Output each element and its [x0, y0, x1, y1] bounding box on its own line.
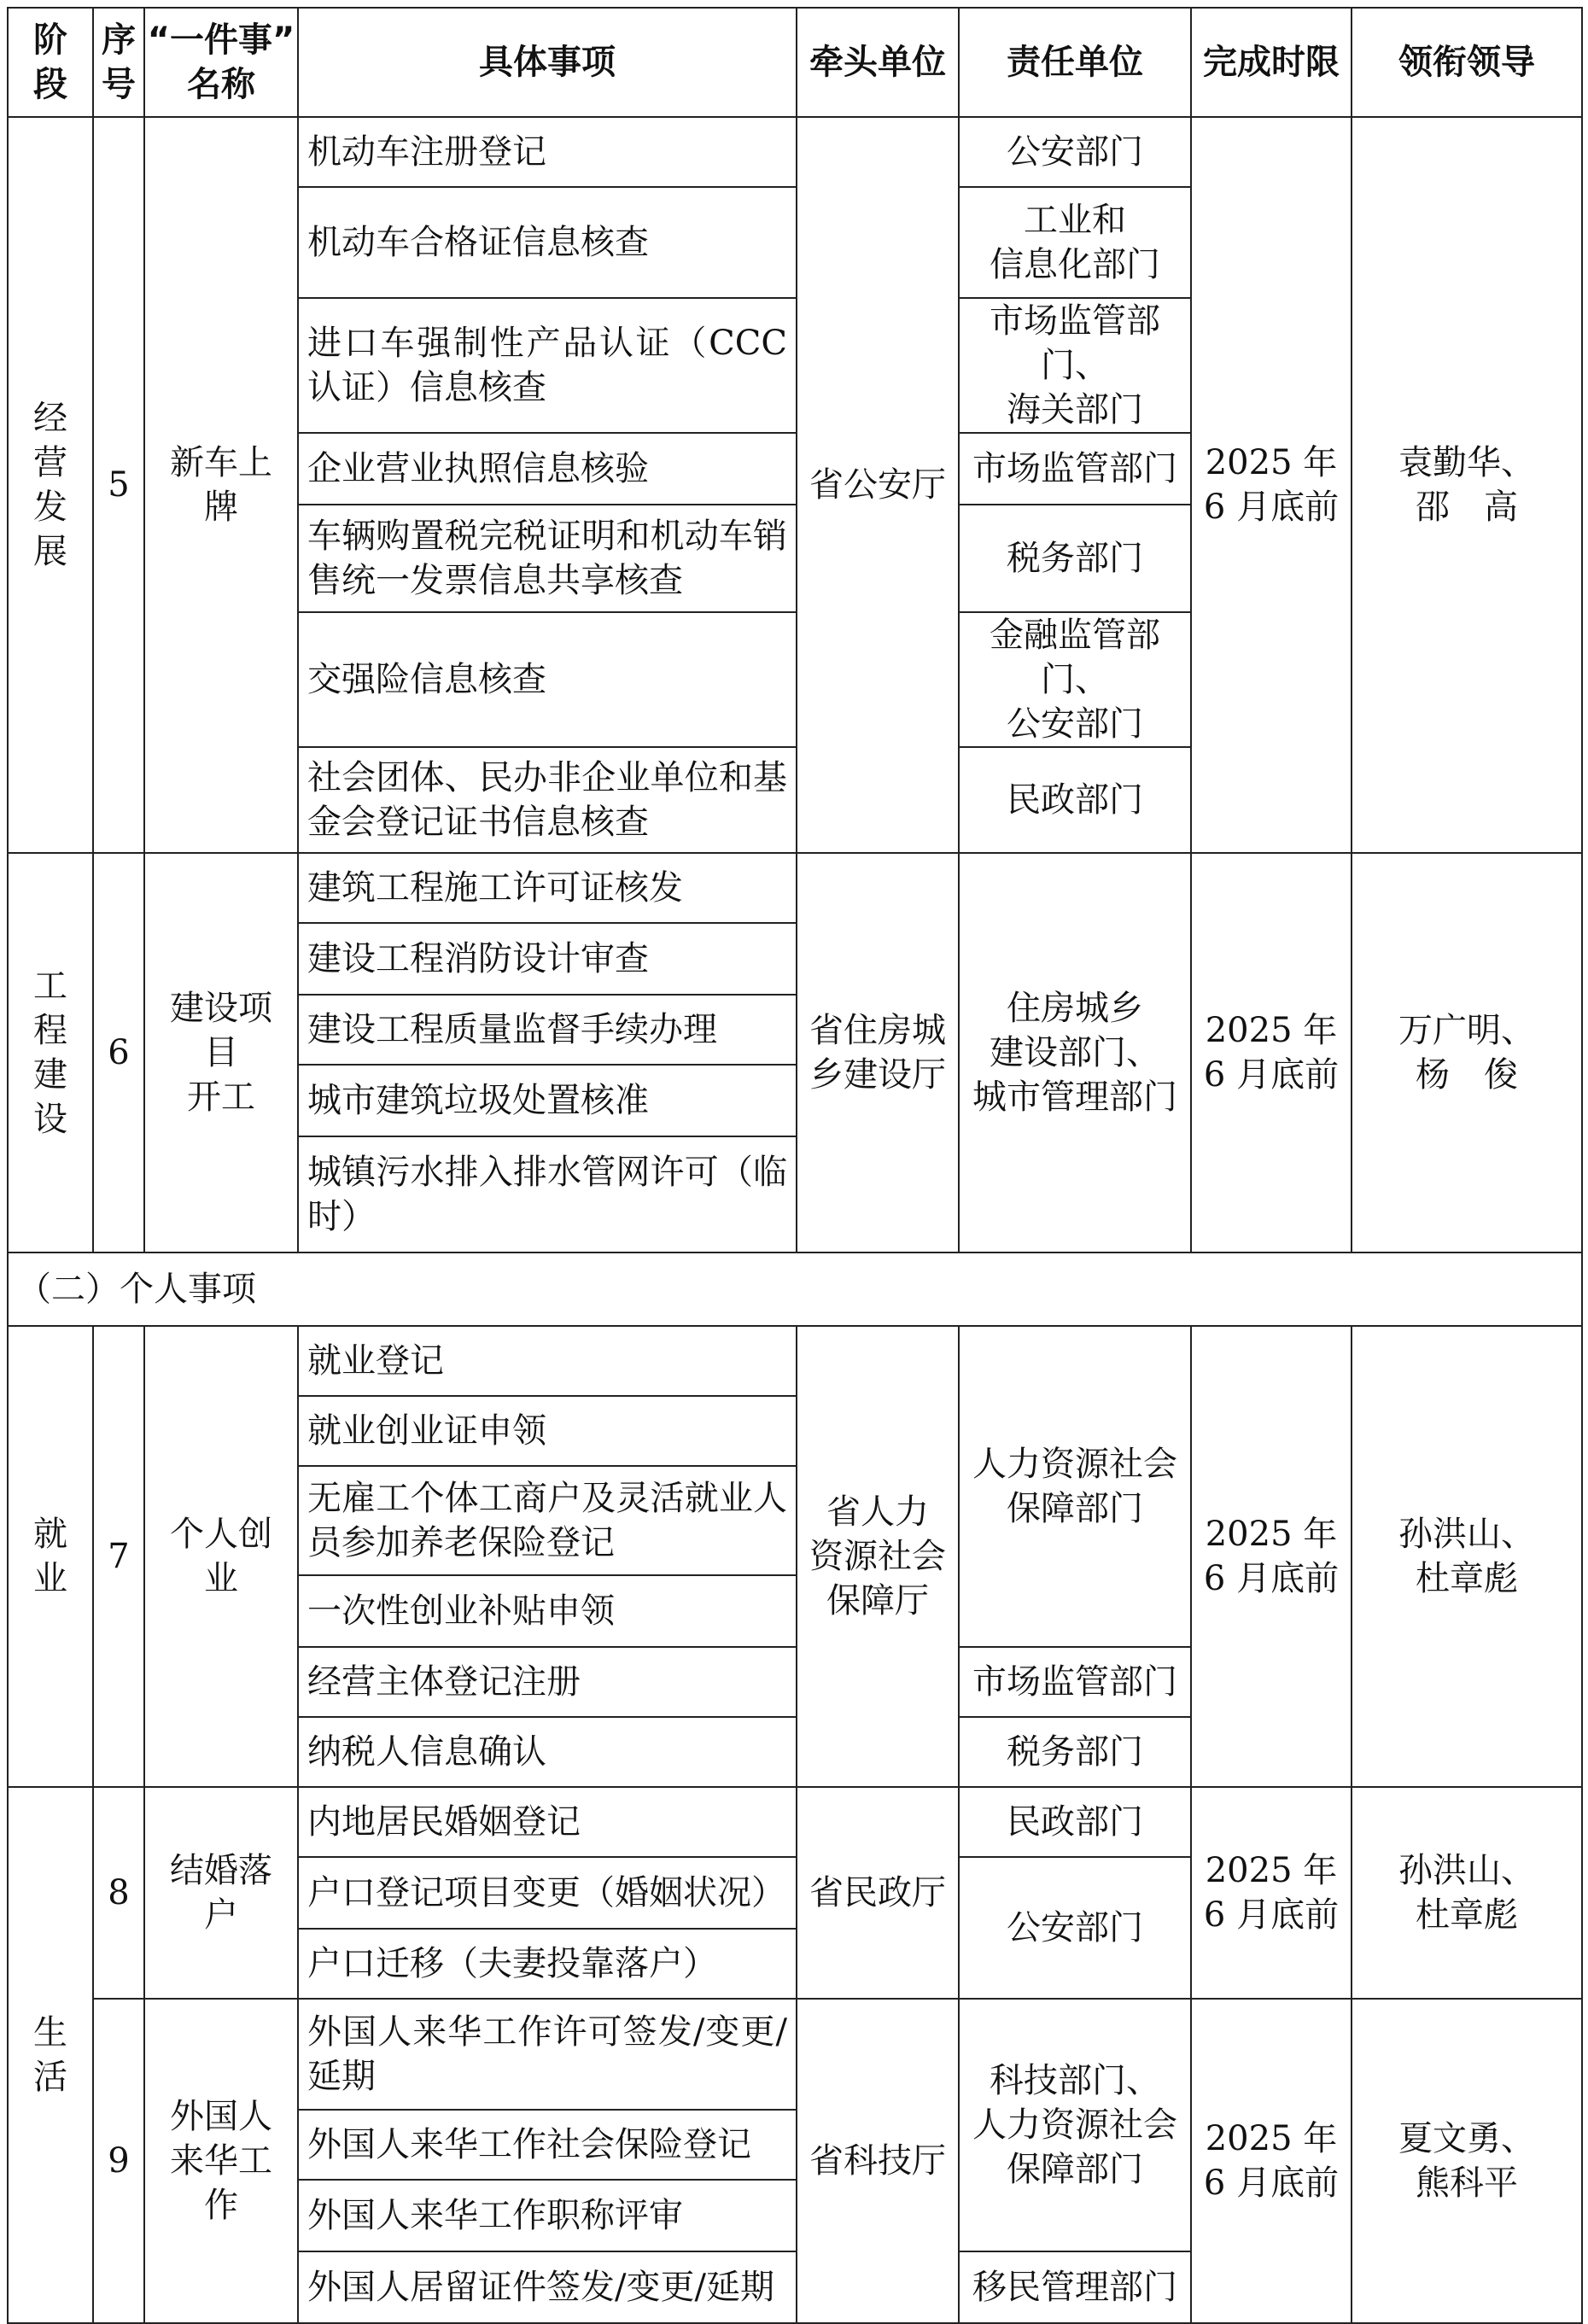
seq-cell: 9 [93, 1999, 144, 2323]
item-cell: 城镇污水排入排水管网许可（临时） [298, 1136, 797, 1253]
resp-unit-cell: 公安部门 [959, 117, 1191, 187]
name-cell: 个人创业 [144, 1326, 298, 1787]
item-cell: 建设工程消防设计审查 [298, 923, 797, 995]
header-seq: 序 号 [93, 8, 144, 117]
seq-cell: 6 [93, 853, 144, 1253]
section-title: （二）个人事项 [8, 1253, 1582, 1326]
item-cell: 就业登记 [298, 1326, 797, 1396]
header-name: “一件事” 名称 [144, 8, 298, 117]
deadline-cell: 2025 年 6 月底前 [1191, 1999, 1352, 2323]
stage-cell: 生活 [8, 1787, 93, 2323]
item-cell: 城市建筑垃圾处置核准 [298, 1065, 797, 1136]
resp-unit-cell: 科技部门、 人力资源社会 保障部门 [959, 1999, 1191, 2251]
item-cell: 进口车强制性产品认证（CCC认证）信息核查 [298, 298, 797, 433]
header-stage: 阶段 [8, 8, 93, 117]
item-cell: 外国人来华工作许可签发/变更/延期 [298, 1999, 797, 2110]
item-cell: 纳税人信息确认 [298, 1717, 797, 1787]
item-cell: 建设工程质量监督手续办理 [298, 995, 797, 1065]
item-cell: 外国人居留证件签发/变更/延期 [298, 2251, 797, 2323]
item-cell: 外国人来华工作社会保险登记 [298, 2110, 797, 2180]
item-cell: 内地居民婚姻登记 [298, 1787, 797, 1857]
resp-unit-cell: 税务部门 [959, 505, 1191, 612]
name-cell: 外国人 来华工作 [144, 1999, 298, 2323]
item-cell: 一次性创业补贴申领 [298, 1575, 797, 1647]
resp-unit-cell: 住房城乡 建设部门、 城市管理部门 [959, 853, 1191, 1253]
section-row [8, 1253, 1582, 1326]
table-row [8, 1787, 1582, 1857]
item-cell: 社会团体、民办非企业单位和基金会登记证书信息核查 [298, 747, 797, 853]
header-lead-unit: 牵头单位 [797, 8, 959, 117]
header-items: 具体事项 [298, 8, 797, 117]
seq-cell: 8 [93, 1787, 144, 1999]
resp-unit-cell: 市场监管部门 [959, 1647, 1191, 1717]
name-cell: 新车上牌 [144, 117, 298, 853]
stage-cell: 就业 [8, 1326, 93, 1787]
resp-unit-cell: 公安部门 [959, 1857, 1191, 1999]
leader-cell: 孙洪山、 杜章彪 [1352, 1787, 1582, 1999]
leader-cell: 孙洪山、 杜章彪 [1352, 1326, 1582, 1787]
resp-unit-cell: 金融监管部门、 公安部门 [959, 612, 1191, 747]
seq-cell: 5 [93, 117, 144, 853]
resp-unit-cell: 移民管理部门 [959, 2251, 1191, 2323]
lead-unit-cell: 省公安厅 [797, 117, 959, 853]
item-cell: 机动车合格证信息核查 [298, 187, 797, 298]
resp-unit-cell: 民政部门 [959, 747, 1191, 853]
deadline-cell: 2025 年 6 月底前 [1191, 1787, 1352, 1999]
item-cell: 就业创业证申领 [298, 1396, 797, 1466]
leader-cell: 万广明、 杨 俊 [1352, 853, 1582, 1253]
item-cell: 外国人来华工作职称评审 [298, 2180, 797, 2251]
seq-cell: 7 [93, 1326, 144, 1787]
name-cell: 建设项目 开工 [144, 853, 298, 1253]
header-leader: 领衔领导 [1352, 8, 1582, 117]
deadline-cell: 2025 年 6 月底前 [1191, 853, 1352, 1253]
header-resp-unit: 责任单位 [959, 8, 1191, 117]
item-cell: 机动车注册登记 [298, 117, 797, 187]
item-cell: 无雇工个体工商户及灵活就业人员参加养老保险登记 [298, 1466, 797, 1575]
item-cell: 户口登记项目变更（婚姻状况） [298, 1857, 797, 1929]
resp-unit-cell: 民政部门 [959, 1787, 1191, 1857]
leader-cell: 袁勤华、 邵 高 [1352, 117, 1582, 853]
lead-unit-cell: 省人力 资源社会 保障厅 [797, 1326, 959, 1787]
header-deadline: 完成时限 [1191, 8, 1352, 117]
resp-unit-cell: 市场监管部门、 海关部门 [959, 298, 1191, 433]
resp-unit-cell: 税务部门 [959, 1717, 1191, 1787]
resp-unit-cell: 市场监管部门 [959, 433, 1191, 505]
leader-cell: 夏文勇、 熊科平 [1352, 1999, 1582, 2323]
resp-unit-cell: 人力资源社会 保障部门 [959, 1326, 1191, 1647]
item-cell: 车辆购置税完税证明和机动车销售统一发票信息共享核查 [298, 505, 797, 612]
table-row [8, 853, 1582, 923]
name-cell: 结婚落户 [144, 1787, 298, 1999]
matters-table [7, 7, 1583, 2324]
lead-unit-cell: 省科技厅 [797, 1999, 959, 2323]
item-cell: 建筑工程施工许可证核发 [298, 853, 797, 923]
item-cell: 经营主体登记注册 [298, 1647, 797, 1717]
lead-unit-cell: 省民政厅 [797, 1787, 959, 1999]
deadline-cell: 2025 年 6 月底前 [1191, 1326, 1352, 1787]
stage-cell: 经营 发展 [8, 117, 93, 853]
lead-unit-cell: 省住房城 乡建设厅 [797, 853, 959, 1253]
resp-unit-cell: 工业和 信息化部门 [959, 187, 1191, 298]
table-row [8, 117, 1582, 187]
deadline-cell: 2025 年 6 月底前 [1191, 117, 1352, 853]
item-cell: 户口迁移（夫妻投靠落户） [298, 1929, 797, 1999]
table-row [8, 1326, 1582, 1396]
table-row [8, 1999, 1582, 2110]
item-cell: 企业营业执照信息核验 [298, 433, 797, 505]
item-cell: 交强险信息核查 [298, 612, 797, 747]
stage-cell: 工程 建设 [8, 853, 93, 1253]
header-row [8, 8, 1582, 117]
